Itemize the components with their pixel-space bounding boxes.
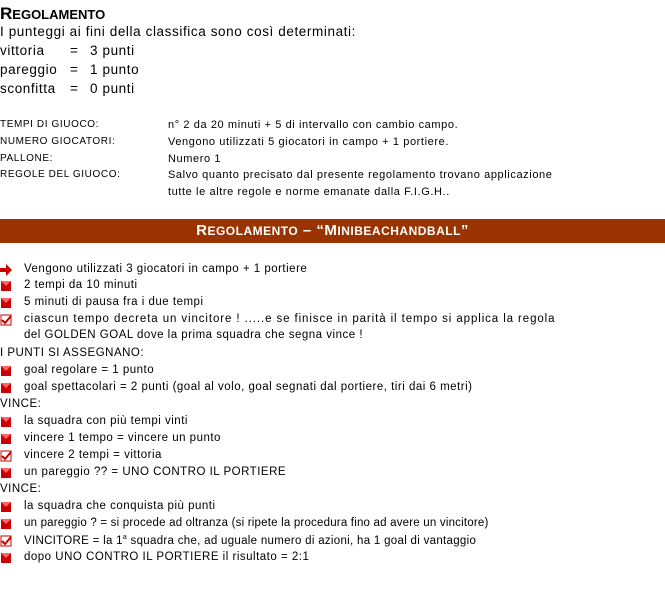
score-row-vittoria: vittoria = 3 punti bbox=[0, 43, 135, 58]
heading-punti: I PUNTI SI ASSEGNANO: bbox=[0, 347, 145, 359]
square-bullet-icon bbox=[0, 416, 12, 428]
score-row-sconfitta: sconfitta = 0 punti bbox=[0, 81, 135, 96]
square-bullet-icon bbox=[0, 280, 12, 292]
square-bullet-icon bbox=[0, 501, 12, 513]
square-bullet-icon bbox=[0, 433, 12, 445]
check-bullet-icon bbox=[0, 314, 12, 326]
square-bullet-icon bbox=[0, 552, 12, 564]
page-title: REGOLAMENTO bbox=[0, 4, 106, 23]
section-banner: REGOLAMENTO – “MINIBEACHANDBALL” bbox=[0, 219, 665, 243]
square-bullet-icon bbox=[0, 382, 12, 394]
heading-vince: VINCE: bbox=[0, 398, 42, 410]
heading-vince: VINCE: bbox=[0, 483, 42, 495]
score-row-pareggio: pareggio = 1 punto bbox=[0, 62, 140, 77]
square-bullet-icon bbox=[0, 297, 12, 309]
square-bullet-icon bbox=[0, 467, 12, 479]
square-bullet-icon bbox=[0, 518, 12, 530]
intro-text: I punteggi ai fini della classifica sono così determinati: bbox=[0, 24, 356, 39]
check-bullet-icon bbox=[0, 450, 12, 462]
arrow-right-icon bbox=[0, 264, 12, 276]
square-bullet-icon bbox=[0, 365, 12, 377]
check-bullet-icon bbox=[0, 535, 12, 547]
